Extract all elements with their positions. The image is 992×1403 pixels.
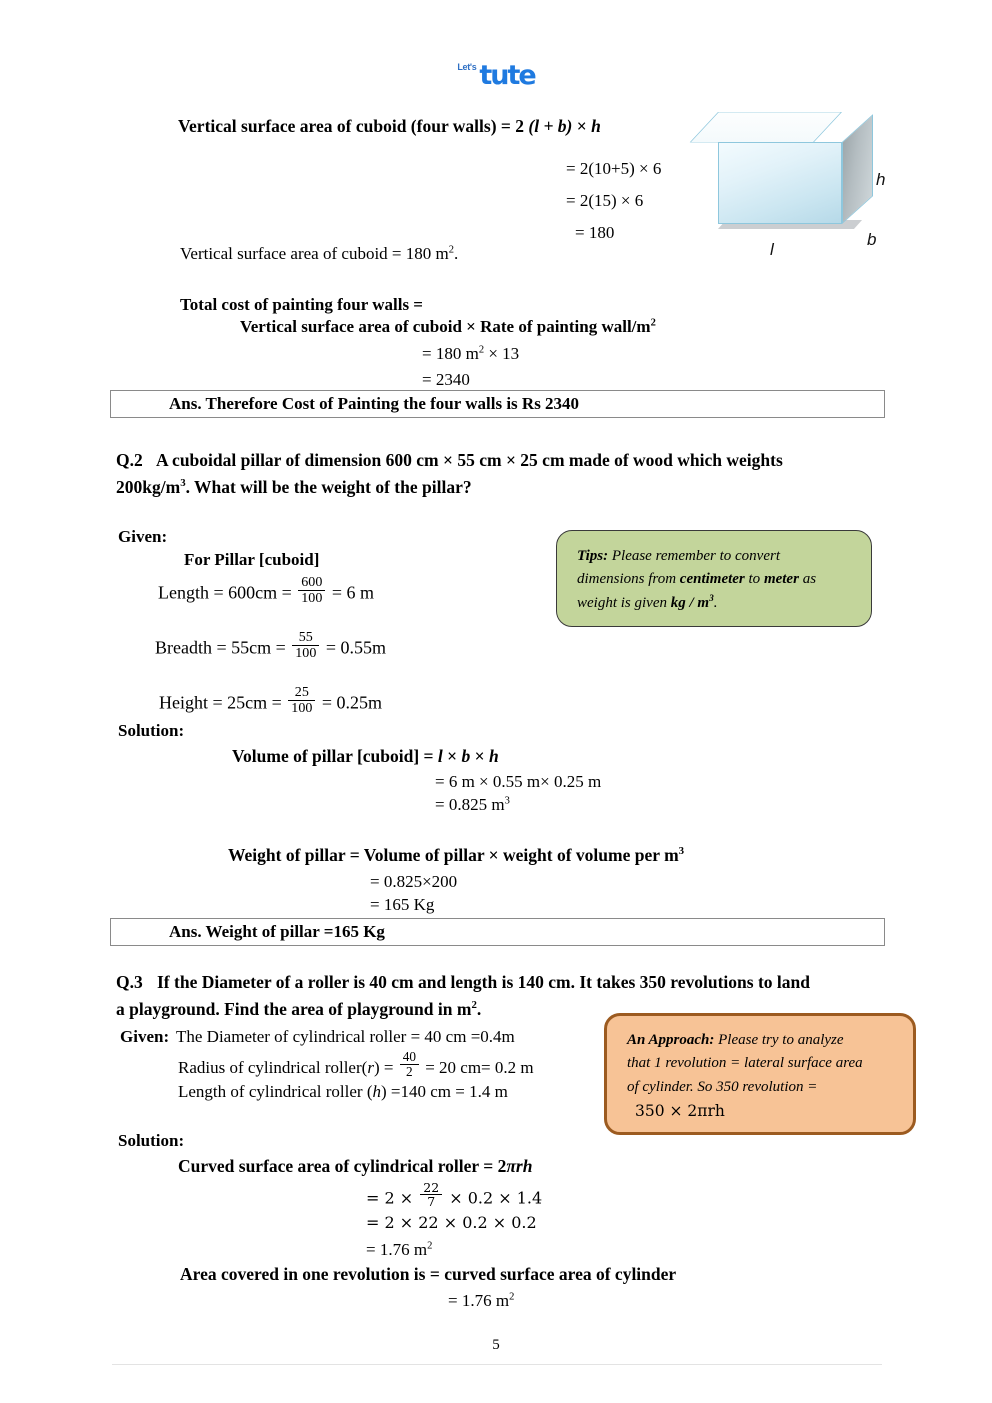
q2-length-post: = 6 m bbox=[331, 582, 374, 603]
tips-line-2-d: meter bbox=[763, 571, 799, 588]
q1-step-2: = 2(15) × 6 bbox=[566, 191, 644, 210]
q3-csa-numerator: 22 bbox=[423, 1180, 440, 1196]
q3-csa-formula: Curved surface area of cylindrical roller = 2πrh bbox=[178, 1156, 533, 1176]
page-number: 5 bbox=[492, 1337, 500, 1353]
q3-question-line2: a playground. Find the area of playground in $m^2$. bbox=[116, 999, 482, 1019]
q2-height-post: = 0.25m bbox=[321, 692, 382, 713]
cuboid-label-b: b bbox=[867, 230, 877, 249]
q1-answer-box bbox=[110, 390, 885, 418]
q3-number: Q.3 bbox=[116, 972, 143, 992]
q1-cost-step-1: = 180 $m^2 \times 13$ bbox=[422, 344, 520, 363]
q3-radius-post: = 20 cm= 0.2 m bbox=[425, 1058, 534, 1078]
q3-radius-pre: Radius of cylindrical roller(r) = bbox=[178, 1058, 394, 1078]
q2-question-line2: $200kg/m^3$. What will be the weight of the pillar? bbox=[116, 477, 472, 497]
tips-line-3 bbox=[577, 592, 855, 615]
q3-area-line: Area covered in one revolution is = curved surface area of cylinder bbox=[180, 1264, 677, 1284]
q1-vsa-formula bbox=[178, 118, 601, 136]
q1-vsa-result: Vertical surface area of cuboid = 180 $m^2$. bbox=[180, 244, 459, 263]
cuboid-top-face bbox=[690, 112, 842, 142]
q2-number: Q.2 bbox=[116, 450, 143, 470]
q3-csa-step-1-post: × 0.2 × 1.4 bbox=[449, 1188, 543, 1208]
q3-csa-step-3: = 1.76 $m^2$ bbox=[366, 1240, 433, 1259]
tips-title: Tips: bbox=[577, 548, 609, 564]
tips-line-3-c: . bbox=[713, 594, 718, 611]
q2-height-denominator: 100 bbox=[288, 700, 315, 716]
cuboid-figure bbox=[700, 108, 910, 268]
q2-answer-box bbox=[110, 918, 885, 946]
q3-csa-step-2: = 2 × 22 × 0.2 × 0.2 bbox=[366, 1213, 537, 1232]
tips-line-2-e: as bbox=[798, 571, 817, 588]
q3-radius-denominator: 2 bbox=[400, 1064, 419, 1079]
q3-radius-fraction bbox=[400, 1050, 419, 1079]
cuboid-label-h: h bbox=[876, 170, 886, 189]
q2-length-denominator: 100 bbox=[298, 590, 325, 606]
q2-solution-label: Solution: bbox=[118, 721, 185, 740]
q2-length-line bbox=[158, 573, 374, 609]
q3-csa-step-1 bbox=[366, 1180, 543, 1211]
q2-given-label: Given: bbox=[118, 527, 168, 546]
q2-height-fraction bbox=[288, 685, 315, 716]
q2-question-line1: A cuboidal pillar of dimension 600 cm × 55 cm × 25 cm made of wood which weights bbox=[156, 450, 783, 470]
approach-line-3: of cylinder. So 350 revolution = bbox=[627, 1078, 818, 1095]
q3-given-label: Given: bbox=[120, 1027, 170, 1046]
approach-title: An Approach: bbox=[627, 1032, 715, 1048]
logo-tute-text: tute bbox=[479, 60, 535, 91]
q2-height-numerator: 25 bbox=[294, 683, 309, 700]
site-logo bbox=[0, 62, 992, 96]
q2-volume-formula: Volume of pillar [cuboid] = l × b × h bbox=[232, 746, 499, 766]
q3-given-line-1: The Diameter of cylindrical roller = 40 cm =0.4m bbox=[176, 1027, 515, 1046]
footer-divider bbox=[112, 1364, 882, 1365]
q2-breadth-numerator: 55 bbox=[298, 628, 313, 645]
q1-cost-expression: Vertical surface area of cuboid × Rate of painting wall/$m^2$ bbox=[240, 317, 656, 336]
q2-breadth-denominator: 100 bbox=[292, 645, 319, 661]
approach-line-4: 350 × 2πrh bbox=[635, 1101, 725, 1120]
q2-volume-step-1: = 6 m × 0.55 m× 0.25 m bbox=[435, 772, 602, 791]
q1-step-1: = 2(10+5) × 6 bbox=[566, 159, 662, 178]
tips-line-2-a: dimensions from bbox=[577, 571, 680, 588]
tips-line-2-c: to bbox=[744, 571, 764, 588]
q3-length-line: Length of cylindrical roller (h) =140 cm = 1.4 m bbox=[178, 1082, 508, 1101]
q2-volume-step-2: = 0.825 $m^3$ bbox=[435, 795, 510, 814]
cuboid-right-face bbox=[842, 114, 873, 224]
cuboid-label-l: l bbox=[770, 240, 774, 259]
tips-line-3-b: kg / $m^3$ bbox=[670, 593, 714, 611]
q3-radius-line bbox=[178, 1049, 534, 1082]
q2-breadth-fraction bbox=[292, 630, 319, 661]
tips-line-1 bbox=[577, 545, 855, 568]
q3-csa-step-1-pre: = 2 × bbox=[366, 1188, 414, 1208]
q2-length-numerator: 600 bbox=[301, 573, 323, 590]
q3-question-line1: If the Diameter of a roller is 40 cm and length is 140 cm. It takes 350 revolutions to land bbox=[157, 972, 810, 992]
q1-answer-text: Ans. Therefore Cost of Painting the four walls is Rs 2340 bbox=[169, 394, 580, 413]
q2-weight-step-1: = 0.825×200 bbox=[370, 872, 458, 891]
q2-length-pre: Length = 600cm = bbox=[158, 582, 292, 603]
tips-line-2 bbox=[577, 568, 855, 591]
tips-callout bbox=[556, 530, 872, 627]
q2-breadth-post: = 0.55m bbox=[325, 637, 386, 658]
approach-line-2: that 1 revolution = lateral surface area bbox=[627, 1055, 863, 1072]
approach-callout bbox=[604, 1013, 916, 1135]
q3-area-value: = 1.76 $m^2$ bbox=[448, 1291, 515, 1310]
q2-breadth-pre: Breadth = 55cm = bbox=[155, 637, 286, 658]
approach-line-1 bbox=[627, 1029, 899, 1052]
q2-weight-step-2: = 165 Kg bbox=[370, 895, 435, 914]
q1-step-3: = 180 bbox=[575, 223, 615, 242]
logo-lets-text: Let's bbox=[457, 62, 477, 72]
q3-solution-label: Solution: bbox=[118, 1131, 185, 1150]
cuboid-front-face bbox=[718, 142, 842, 224]
q2-height-line bbox=[159, 683, 382, 719]
q2-answer-text: Ans. Weight of pillar =165 Kg bbox=[169, 922, 385, 941]
q2-breadth-line bbox=[155, 628, 386, 664]
logo-inner bbox=[457, 62, 534, 89]
q2-for-pillar-label: For Pillar [cuboid] bbox=[184, 550, 320, 569]
q1-vsa-formula-text: Vertical surface area of cuboid (four walls) = 2 (l + b) × h bbox=[178, 116, 601, 136]
q2-weight-formula: Weight of pillar = Volume of pillar × weight of volume per $m^3$ bbox=[228, 845, 685, 865]
q1-cost-step-2: = 2340 bbox=[422, 370, 470, 389]
q2-height-pre: Height = 25cm = bbox=[159, 692, 282, 713]
q1-cost-heading: Total cost of painting four walls = bbox=[180, 295, 423, 314]
q2-length-fraction bbox=[298, 575, 325, 606]
tips-line-3-a: weight is given bbox=[577, 594, 671, 611]
q3-csa-fraction bbox=[420, 1181, 442, 1208]
tips-line-2-b: centimeter bbox=[679, 571, 745, 588]
q3-csa-denominator: 7 bbox=[420, 1194, 442, 1208]
approach-line-1-rest: Please try to analyze bbox=[718, 1032, 844, 1048]
q3-radius-numerator: 40 bbox=[402, 1049, 416, 1065]
tips-line-1-rest: Please remember to convert bbox=[611, 548, 780, 564]
